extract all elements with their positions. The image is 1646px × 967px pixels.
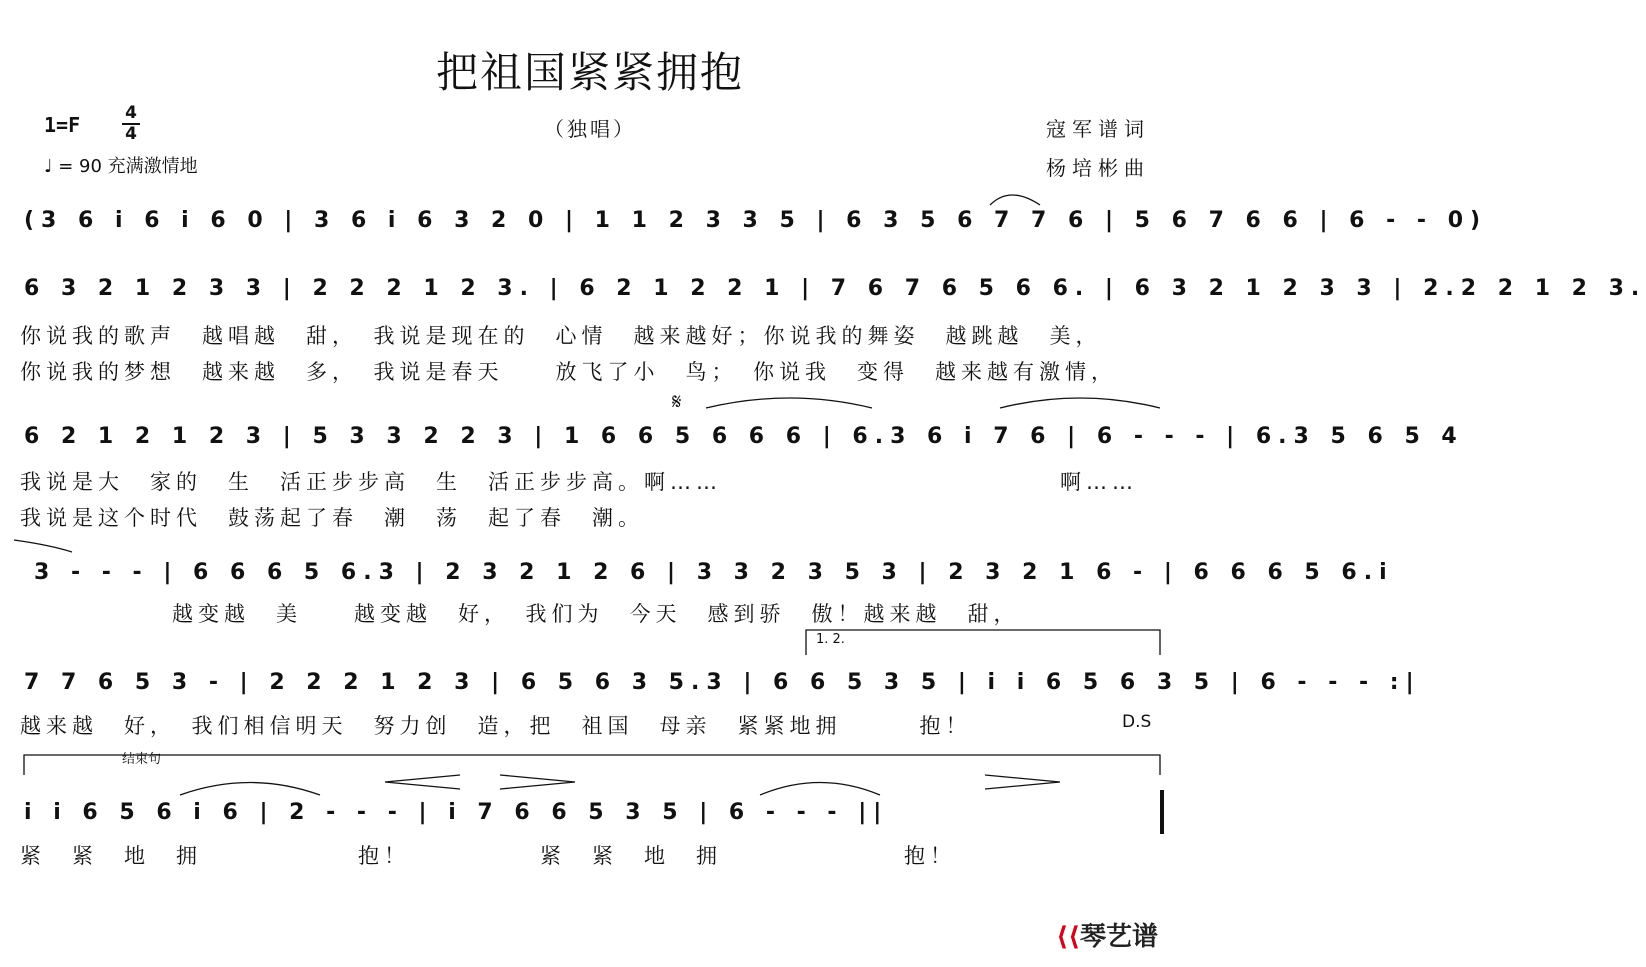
time-sig-bottom: 4 (125, 124, 137, 144)
notation-row-1: (3 6 i 6 i 6 0 | 3 6 i 6 3 2 0 | 1 1 2 3 3 5 | 6 3 5 6 7 7 6 | 5 6 7 6 6 | 6 - - 0) (24, 208, 1488, 233)
slur-row3-a (706, 398, 872, 408)
performance-note: （独唱） (544, 117, 636, 141)
lyric-row-5: 越来越 好， 我们相信明天 努力创 造，把 祖国 母亲 紧紧地拥 抱！ (20, 714, 972, 738)
slur-row6-b (760, 783, 880, 796)
lyricist: 寇军谱词 (1046, 117, 1150, 141)
lyric-row-2-verse-2: 你说我的梦想 越来越 多， 我说是春天 放飞了小 鸟； 你说我 变得 越来越有激情， (20, 360, 1117, 384)
segno-sign: 𝄋 (672, 390, 682, 415)
key-signature: 1=F (44, 113, 81, 137)
ds-label: D.S (1122, 712, 1152, 732)
page-title: 把祖国紧紧拥抱 (435, 48, 744, 97)
lyric-row-3-verse-2: 我说是这个时代 鼓荡起了春 潮 荡 起了春 潮。 (20, 506, 644, 530)
slur-intro-end (990, 195, 1040, 205)
lyric-row-3-verse-1: 我说是大 家的 生 活正步步高 生 活正步步高。啊…… 啊…… (20, 470, 1138, 494)
logo-text: 琴艺谱 (1079, 922, 1158, 952)
logo-mark-icon: ⟨⟨ (1056, 922, 1080, 952)
decrescendo-hairpin (500, 775, 575, 789)
site-logo (1056, 916, 1158, 953)
lyric-row-6: 紧 紧 地 拥 抱！ 紧 紧 地 拥 抱！ (20, 844, 956, 868)
lyric-row-2-verse-1: 你说我的歌声 越唱越 甜， 我说是现在的 心情 越来越好；你说我的舞姿 越跳越 美， (20, 324, 1102, 348)
composer: 杨培彬曲 (1046, 156, 1150, 180)
slur-row3-b (1000, 398, 1160, 408)
slur-row4-tie (14, 540, 72, 552)
crescendo-hairpin (385, 775, 460, 789)
time-sig-top: 4 (125, 103, 137, 123)
notation-row-2: 6 3 2 1 2 3 3 | 2 2 2 1 2 3. | 6 2 1 2 2 1 | 7 6 7 6 5 6 6. | 6 3 2 1 2 3 3 | 2.2 2 1 2 3. (24, 276, 1646, 301)
coda-label: 结束句 (122, 752, 162, 767)
tempo-marking: ♩ = 90 充满激情地 (44, 156, 198, 177)
decrescendo-hairpin-end (985, 775, 1060, 789)
coda-bracket (24, 755, 1160, 775)
volta-bracket (806, 630, 1160, 655)
volta-label: 1. 2. (816, 632, 845, 647)
notation-row-3: 6 2 1 2 1 2 3 | 5 3 3 2 2 3 | 1 6 6 5 6 6 6 | 6.3 6 i 7 6 | 6 - - - | 6.3 5 6 5 4 (24, 424, 1464, 449)
notation-row-4: 3 - - - | 6 6 6 5 6.3 | 2 3 2 1 2 6 | 3 3 2 3 5 3 | 2 3 2 1 6 - | 6 6 6 5 6.i (34, 560, 1394, 585)
slur-row6-a (180, 783, 320, 796)
lyric-row-4: 越变越 美 越变越 好， 我们为 今天 感到骄 傲！越来越 甜， (172, 602, 1020, 626)
notation-row-6: i i 6 5 6 i 6 | 2 - - - | i 7 6 6 5 3 5 | 6 - - - || (24, 800, 889, 825)
notation-row-5: 7 7 6 5 3 - | 2 2 2 1 2 3 | 6 5 6 3 5.3 | 6 6 5 3 5 | i i 6 5 6 3 5 | 6 - - - :| (24, 670, 1421, 695)
